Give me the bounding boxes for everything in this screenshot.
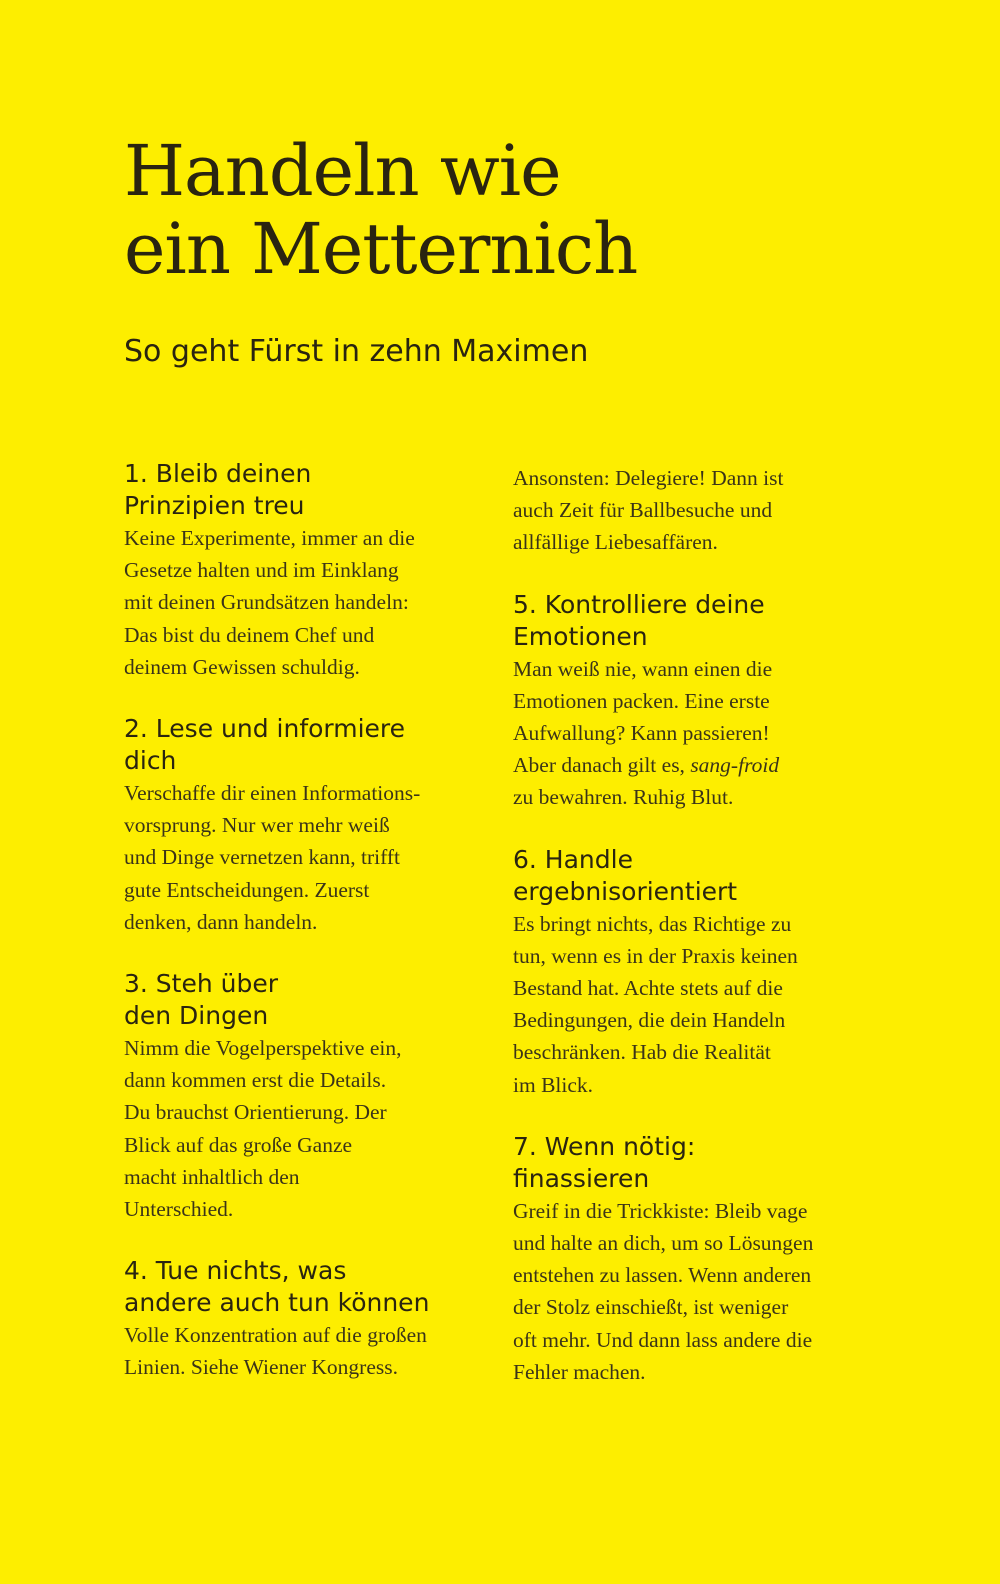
maxim-body	[124, 1032, 484, 1225]
heading-line: andere auch tun können	[124, 1288, 430, 1318]
body-line: und halte an dich, um so Lösungen	[513, 1231, 814, 1256]
body-line: Fehler machen.	[513, 1359, 646, 1384]
body-line: gute Entscheidungen. Zuerst	[124, 877, 370, 902]
body-line: und Dinge vernetzen kann, trifft	[124, 845, 401, 870]
heading-line: 2. Lese und informiere	[124, 714, 406, 744]
heading-line: 5. Kontrolliere deine	[513, 589, 765, 619]
maxim-body	[124, 1319, 484, 1383]
page-subtitle: So geht Fürst in zehn Maximen	[124, 334, 589, 369]
title-line-1: Handeln wie	[124, 130, 561, 212]
maxim-4	[124, 1255, 484, 1383]
body-line: allfällige Liebesaffären.	[513, 530, 718, 555]
maxim-7	[513, 1131, 873, 1388]
body-line: Emotionen packen. Eine erste	[513, 688, 770, 713]
maxim-body	[513, 462, 873, 559]
body-line: Keine Experimente, immer an die	[124, 526, 415, 550]
maxim-body	[513, 908, 873, 1101]
body-line: tun, wenn es in der Praxis keinen	[513, 943, 798, 968]
body-line: Linien. Siehe Wiener Kongress.	[124, 1355, 398, 1380]
body-fragment: Aber danach gilt es,	[513, 753, 691, 778]
left-column	[124, 458, 484, 1414]
body-line	[513, 749, 873, 781]
body-line: Blick auf das große Ganze	[124, 1132, 353, 1157]
body-line: vorsprung. Nur wer mehr weiß	[124, 813, 390, 838]
body-line: Bedingungen, die dein Handeln	[513, 1008, 786, 1033]
body-line: Nimm die Vogelperspektive ein,	[124, 1036, 402, 1061]
body-line: Man weiß nie, wann einen die	[513, 656, 773, 681]
body-line: Gesetze halten und im Einklang	[124, 558, 399, 583]
maxim-heading	[513, 589, 873, 653]
body-line: Greif in die Trickkiste: Bleib vage	[513, 1198, 808, 1223]
heading-line: 3. Steh über	[124, 969, 279, 999]
body-line: beschränken. Hab die Realität	[513, 1040, 771, 1065]
body-line: Ansonsten: Delegiere! Dann ist	[513, 466, 784, 490]
maxim-2	[124, 713, 484, 938]
maxim-heading	[124, 968, 484, 1032]
body-line: Es bringt nichts, das Richtige zu	[513, 911, 792, 936]
body-line: der Stolz einschießt, ist weniger	[513, 1295, 789, 1320]
heading-line: ergebnisorientiert	[513, 876, 738, 906]
heading-line: finassieren	[513, 1163, 650, 1193]
maxim-heading	[124, 1255, 484, 1319]
heading-line: Prinzipien treu	[124, 491, 305, 520]
body-line: mit deinen Grundsätzen handeln:	[124, 590, 409, 615]
maxim-body	[513, 1195, 873, 1388]
maxim-body	[513, 653, 873, 814]
maxim-1	[124, 458, 484, 683]
heading-line: 4. Tue nichts, was	[124, 1256, 347, 1286]
body-line: auch Zeit für Ballbesuche und	[513, 498, 773, 523]
maxim-4-continuation	[513, 462, 873, 559]
body-line: deinem Gewissen schuldig.	[124, 654, 360, 679]
right-column	[513, 462, 873, 1418]
maxim-body	[124, 777, 484, 938]
body-line: denken, dann handeln.	[124, 909, 318, 934]
body-line: Verschaffe dir einen Informations-	[124, 781, 421, 806]
maxim-5	[513, 589, 873, 814]
body-line: Du brauchst Orientierung. Der	[124, 1100, 387, 1125]
maxim-heading	[513, 1131, 873, 1195]
heading-line: 1. Bleib deinen	[124, 459, 312, 488]
maxim-heading	[124, 458, 484, 522]
title-line-2: ein Metternich	[124, 208, 638, 290]
heading-line: den Dingen	[124, 1001, 269, 1031]
body-line: Bestand hat. Achte stets auf die	[513, 976, 783, 1001]
italic-term: sang-froid	[690, 753, 780, 778]
body-line: im Blick.	[513, 1072, 594, 1097]
maxim-6	[513, 844, 873, 1101]
heading-line: 6. Handle	[513, 844, 633, 874]
body-line: zu bewahren. Ruhig Blut.	[513, 785, 734, 810]
body-line: oft mehr. Und dann lass andere die	[513, 1327, 813, 1352]
body-line: Das bist du deinem Chef und	[124, 622, 375, 647]
heading-line: 7. Wenn nötig:	[513, 1131, 696, 1161]
body-line: Unterschied.	[124, 1197, 234, 1222]
body-line: entstehen zu lassen. Wenn anderen	[513, 1263, 812, 1288]
body-line: dann kommen erst die Details.	[124, 1068, 387, 1093]
heading-line: dich	[124, 746, 177, 776]
body-line: Volle Konzentration auf die großen	[124, 1323, 427, 1348]
heading-line: Emotionen	[513, 621, 648, 651]
maxim-heading	[513, 844, 873, 908]
page-title	[124, 132, 884, 288]
maxim-heading	[124, 713, 484, 777]
body-line: macht inhaltlich den	[124, 1164, 300, 1189]
maxim-3	[124, 968, 484, 1225]
maxim-body	[124, 522, 484, 683]
body-line: Aufwallung? Kann passieren!	[513, 721, 770, 746]
